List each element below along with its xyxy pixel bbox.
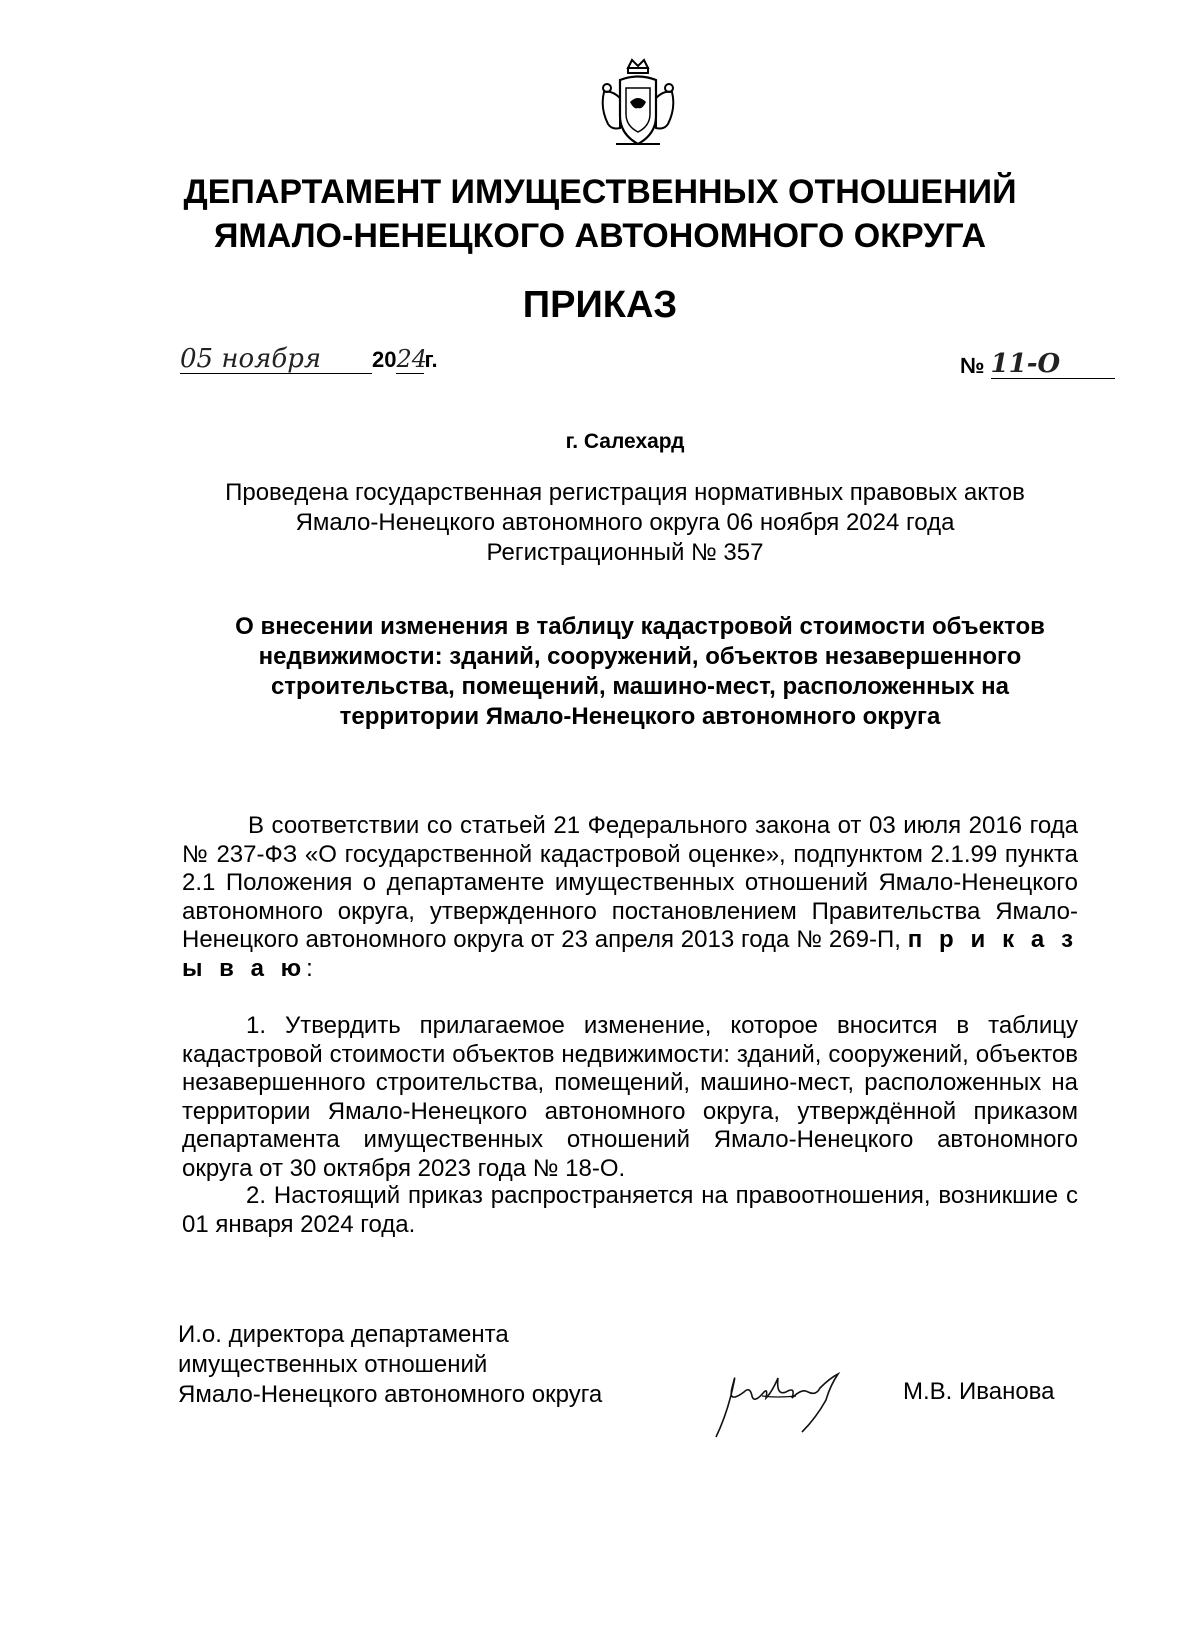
- signer-title-line-3: Ямало-Ненецкого автономного округа: [178, 1381, 603, 1408]
- document-subject: О внесении изменения в таблицу кадастровой стоимости объектов недвижимости: зданий, сооружений, объектов незавершенного строительства, помещений, машино-мест, расположенных на территории Ямало-Ненецкого автономного округа: [235, 613, 1045, 730]
- department-line-2: ЯМАЛО-НЕНЕЦКОГО АВТОНОМНОГО ОКРУГА: [213, 217, 987, 255]
- item-2: 2. Настоящий приказ распространяется на правоотношения, возникшие с 01 января 2024 года.: [182, 1182, 1078, 1238]
- department-name: [0, 170, 1200, 258]
- registration-note: [0, 478, 1200, 568]
- handwritten-date: 05 ноября: [180, 345, 372, 374]
- handwritten-signature: [706, 1352, 866, 1442]
- year-prefix: 20: [372, 347, 397, 372]
- order-colon: :: [306, 954, 313, 982]
- order-number: [960, 350, 1115, 379]
- signer-name: М.В. Иванова: [903, 1378, 1055, 1405]
- registration-line-2: Ямало-Ненецкого автономного округа 06 ноября 2024 года: [295, 509, 955, 536]
- signer-title-line-2: имущественных отношений: [178, 1351, 488, 1378]
- number-label: №: [960, 353, 985, 378]
- item-1: 1. Утвердить прилагаемое изменение, которое вносится в таблицу кадастровой стоимости объектов недвижимости: зданий, сооружений, объектов незавершенного строительства, помещений, машино-мест, расположенных на территории Ямало-Ненецкого автономного округа, утверждённой приказом департамента имущественных отношений Ямало-Ненецкого автономного округа от 30 октября 2023 года № 18-О.: [182, 1012, 1078, 1182]
- signer-title: [178, 1320, 658, 1410]
- year-suffix: г.: [424, 347, 438, 372]
- coat-of-arms-icon: [598, 58, 678, 154]
- document-type: ПРИКАЗ: [522, 284, 678, 326]
- order-date: [180, 345, 438, 374]
- handwritten-number: 11-О: [991, 350, 1115, 379]
- registration-line-3: Регистрационный № 357: [486, 539, 764, 566]
- signer-title-line-1: И.о. директора департамента: [178, 1321, 509, 1348]
- handwritten-year: 24: [396, 345, 428, 373]
- city: г. Салехард: [565, 430, 685, 453]
- preamble-paragraph: [182, 812, 1078, 983]
- preamble-text: В соответствии со статьей 21 Федерального закона от 03 июля 2016 года № 237-ФЗ «О государственной кадастровой оценке», подпунктом 2.1.99 пункта 2.1 Положения о департаменте имущественных отношений Ямало-Ненецкого автономного округа, утвержденного постановлением Правительства Ямало-Ненецкого автономного округа от 23 апреля 2013 года № 269-П,: [182, 812, 1078, 953]
- order-word: п р и к а з ы в а ю: [182, 926, 1079, 982]
- department-line-1: ДЕПАРТАМЕНТ ИМУЩЕСТВЕННЫХ ОТНОШЕНИЙ: [183, 173, 1017, 211]
- registration-line-1: Проведена государственная регистрация нормативных правовых актов: [225, 479, 1025, 506]
